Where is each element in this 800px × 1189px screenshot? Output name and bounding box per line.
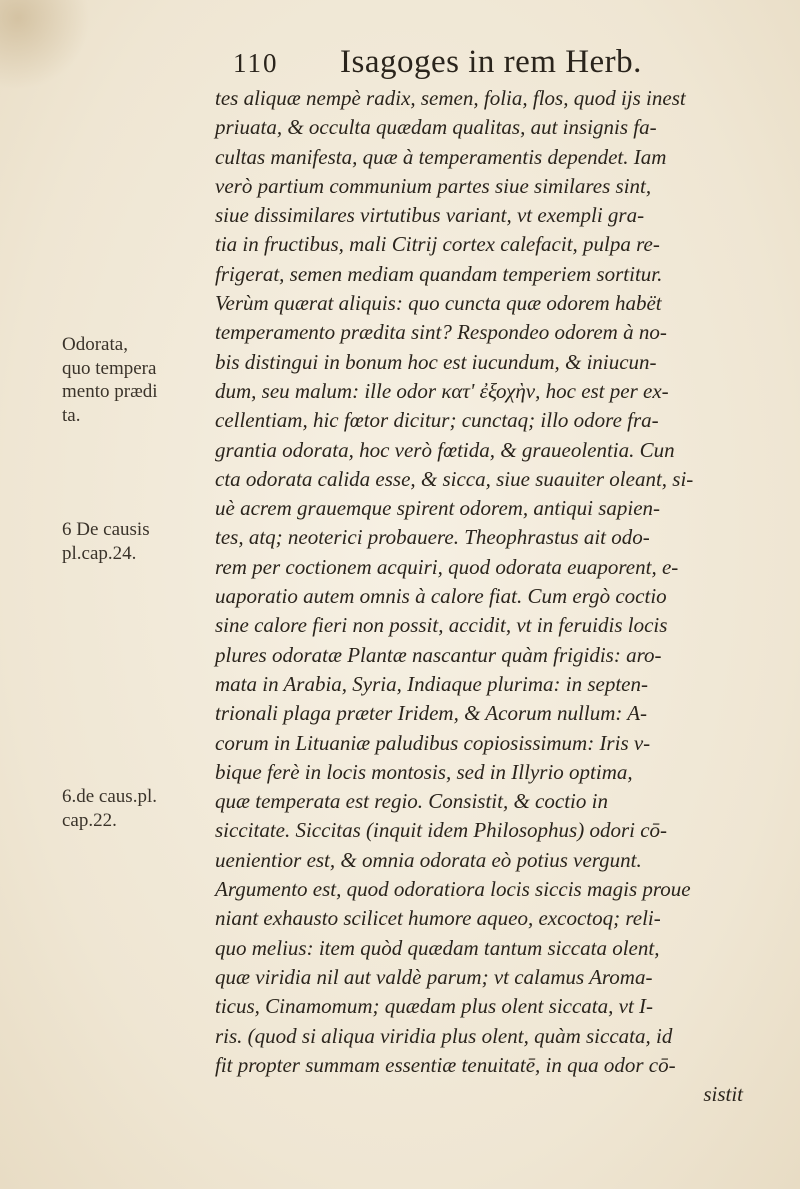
text-line: plures odoratæ Plantæ nascantur quàm frigidis: aro-	[215, 642, 662, 667]
age-stain	[0, 0, 90, 90]
text-line: quo melius: item quòd quædam tantum siccata olent,	[215, 935, 660, 960]
text-line: grantia odorata, hoc verò fœtida, & graueolentia. Cun	[215, 437, 675, 462]
text-line: frigerat, semen mediam quandam temperiem sortitur.	[215, 261, 663, 286]
text-line: temperamento prædita sint? Respondeo odorem à no-	[215, 320, 667, 345]
margin-note-line: mento prædi	[62, 381, 158, 402]
text-line: fit propter summam essentiæ tenuitatē, in qua odor cō-	[215, 1052, 676, 1077]
margin-note-line: Odorata,	[62, 334, 128, 355]
running-title: Isagoges in rem Herb.	[340, 44, 642, 80]
text-line: priuata, & occulta quædam qualitas, aut insignis fa-	[215, 115, 657, 140]
text-line: verò partium communium partes siue similares sint,	[215, 173, 652, 198]
text-line: trionali plaga præter Iridem, & Acorum nullum: A-	[215, 701, 648, 726]
text-line: tia in fructibus, mali Citrij cortex calefacit, pulpa re-	[215, 232, 660, 257]
margin-note-line: pl.cap.24.	[62, 542, 137, 564]
text-line: cellentiam, hic fœtor dicitur; cunctaq; illo odore fra-	[215, 408, 659, 433]
text-line: Verùm quærat aliquis: quo cuncta quæ odorem habët	[215, 291, 662, 316]
margin-note-odorata	[62, 333, 212, 427]
text-line: siue dissimilares virtutibus variant, vt exempli gra-	[215, 203, 645, 228]
margin-note-line: 6.de caus.pl.	[62, 786, 157, 807]
margin-note-line: quo tempera	[62, 357, 157, 379]
text-line: cta odorata calida esse, & sicca, siue suauiter oleant, si-	[215, 466, 694, 491]
text-line: uenientior est, & omnia odorata eò potius vergunt.	[215, 847, 642, 872]
text-line: ris. (quod si aliqua viridia plus olent, quàm siccata, id	[215, 1023, 673, 1048]
text-line: uaporatio autem omnis à calore fiat. Cum ergò coctio	[215, 584, 667, 609]
text-line: bique ferè in locis montosis, sed in Illyrio optima,	[215, 759, 633, 784]
text-line: niant exhausto scilicet humore aqueo, excoctoq; reli-	[215, 906, 661, 931]
text-line: mata in Arabia, Syria, Indiaque plurima: in septen-	[215, 671, 648, 696]
text-line: siccitate. Siccitas (inquit idem Philosophus) odori cō-	[215, 818, 668, 843]
text-line: quæ viridia nil aut valdè parum; vt calamus Aroma-	[215, 964, 653, 989]
catchword: sistit	[703, 1082, 743, 1107]
margin-note-line: cap.22.	[62, 809, 117, 831]
page-number: 110	[233, 48, 279, 78]
body-text	[215, 84, 775, 1109]
text-line: uè acrem grauemque spirent odorem, antiqui sapien-	[215, 496, 661, 521]
margin-note-line: ta.	[62, 404, 81, 426]
text-line: ticus, Cinamomum; quædam plus olent siccata, vt I-	[215, 994, 654, 1019]
text-line: rem per coctionem acquiri, quod odorata euaporent, e-	[215, 554, 679, 579]
text-line: tes aliquæ nempè radix, semen, folia, flos, quod ijs inest	[215, 86, 686, 110]
text-line: Argumento est, quod odoratiora locis siccis magis proue	[215, 877, 691, 902]
margin-note-de-caus-pl	[62, 785, 212, 832]
text-line: sine calore fieri non possit, accidit, vt in feruidis locis	[215, 613, 668, 638]
text-line: corum in Lituaniæ paludibus copiosissimum: Iris v-	[215, 730, 651, 755]
text-line: cultas manifesta, quæ à temperamentis dependet. Iam	[215, 144, 667, 169]
text-line: quæ temperata est regio. Consistit, & coctio in	[215, 789, 608, 814]
margin-note-line: 6 De causis	[62, 519, 150, 540]
margin-note-de-causis	[62, 518, 212, 565]
text-line: bis distingui in bonum hoc est iucundum, & iniucun-	[215, 349, 657, 374]
text-line: dum, seu malum: ille odor κατ' ἐξοχὴν, hoc est per ex-	[215, 378, 669, 403]
text-line: tes, atq; neoterici probauere. Theophrastus ait odo-	[215, 525, 650, 550]
